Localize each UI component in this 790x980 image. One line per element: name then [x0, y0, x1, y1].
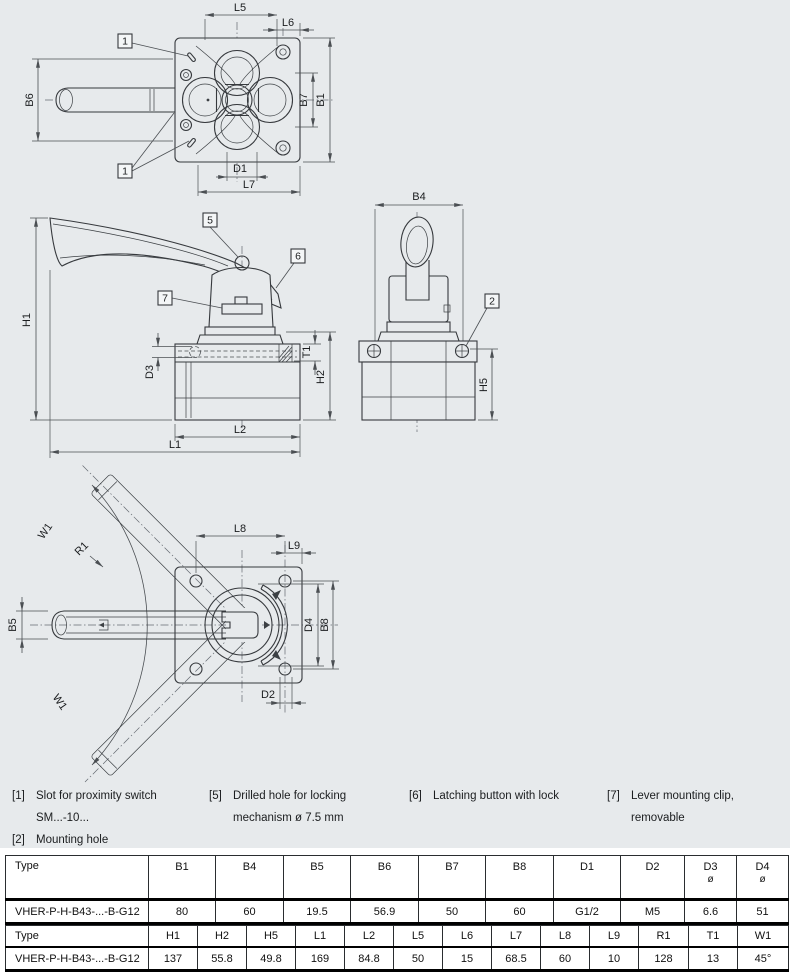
legend-ref-2: [2]	[12, 834, 25, 846]
col-header-b7: B7	[419, 856, 486, 900]
legend-item-2	[12, 829, 207, 851]
dim-label-r1: R1	[72, 539, 92, 559]
cell-h2: 55.8	[198, 947, 247, 971]
col-header-d3: D3 ø	[685, 856, 737, 900]
dim-label-d1: D1	[232, 163, 248, 175]
legend-item-1	[12, 785, 207, 829]
col-header-l5: L5	[394, 926, 443, 948]
legend-text-7: Lever mounting clip, removable	[631, 790, 734, 824]
legend-item-7	[607, 785, 787, 829]
col-header-d2: D2	[621, 856, 685, 900]
table1-header-row	[6, 856, 789, 900]
col-header-d4: D4 ø	[737, 856, 789, 900]
cell-d4: 51	[737, 900, 789, 924]
col-header-b6: B6	[351, 856, 419, 900]
dim-label-w1-bottom: W1	[49, 692, 70, 713]
dim-label-b7: B7	[298, 93, 310, 107]
cell-b8: 60	[486, 900, 554, 924]
dim-label-l6: L6	[281, 17, 295, 29]
col-header-type: Type	[6, 926, 149, 948]
table-row	[6, 947, 789, 971]
cell-l7: 68.5	[492, 947, 541, 971]
cell-t1: 13	[689, 947, 738, 971]
col-header-t1: T1	[689, 926, 738, 948]
side-view-drawing	[21, 213, 336, 458]
dim-label-d4: D4	[303, 617, 315, 633]
cell-d2: M5	[621, 900, 685, 924]
cell-l9: 10	[590, 947, 639, 971]
legend-text-6: Latching button with lock	[433, 790, 559, 802]
dim-label-l9: L9	[287, 540, 301, 552]
dim-label-b8: B8	[319, 618, 331, 632]
dim-label-w1-top: W1	[35, 521, 56, 542]
col-header-b4: B4	[216, 856, 284, 900]
dim-label-d2: D2	[260, 689, 276, 701]
svg-text:1: 1	[122, 165, 128, 178]
svg-text:6: 6	[295, 250, 301, 263]
swing-range-drawing	[7, 465, 339, 782]
front-view-drawing	[359, 191, 499, 432]
cell-l2: 84.8	[345, 947, 394, 971]
legend-item-6	[409, 785, 609, 807]
callout-6	[276, 249, 305, 288]
cell-h1: 137	[149, 947, 198, 971]
cell-b6: 56.9	[351, 900, 419, 924]
col-header-b5: B5	[284, 856, 351, 900]
dim-label-h1: H1	[21, 312, 33, 328]
dim-label-b4: B4	[412, 191, 426, 203]
dim-label-l2: L2	[233, 424, 247, 436]
col-header-l6: L6	[443, 926, 492, 948]
col-header-h5: H5	[247, 926, 296, 948]
cell-h5: 49.8	[247, 947, 296, 971]
dim-label-d3: D3	[144, 364, 156, 380]
svg-text:5: 5	[207, 214, 213, 227]
col-header-w1: W1	[738, 926, 789, 948]
legend-ref-5: [5]	[209, 790, 222, 802]
col-header-b8: B8	[486, 856, 554, 900]
svg-text:1: 1	[122, 35, 128, 48]
cell-b7: 50	[419, 900, 486, 924]
cell-b1: 80	[149, 900, 216, 924]
col-header-r1: R1	[639, 926, 689, 948]
dim-label-l1: L1	[168, 439, 182, 451]
col-header-l1: L1	[296, 926, 345, 948]
dimensions-table-hlw	[5, 925, 789, 972]
cell-l5: 50	[394, 947, 443, 971]
dim-label-l5: L5	[233, 2, 247, 14]
col-header-l9: L9	[590, 926, 639, 948]
dimensions-table-bd	[5, 855, 789, 925]
col-header-h2: H2	[198, 926, 247, 948]
dim-label-l8: L8	[233, 523, 247, 535]
cell-l6: 15	[443, 947, 492, 971]
dim-label-h5: H5	[478, 377, 490, 393]
col-header-type: Type	[6, 856, 149, 900]
col-header-b1: B1	[149, 856, 216, 900]
dim-label-b1: B1	[315, 93, 327, 107]
cell-type: VHER-P-H-B43-...-B-G12	[6, 900, 149, 924]
table-row	[6, 900, 789, 924]
callout-5	[203, 213, 238, 257]
legend-ref-7: [7]	[607, 790, 620, 802]
col-header-l2: L2	[345, 926, 394, 948]
cell-b4: 60	[216, 900, 284, 924]
col-header-l7: L7	[492, 926, 541, 948]
col-header-d1: D1	[554, 856, 621, 900]
dim-label-l7: L7	[242, 179, 256, 191]
cell-w1: 45°	[738, 947, 789, 971]
cell-r1: 128	[639, 947, 689, 971]
legend-text-2: Mounting hole	[36, 834, 109, 846]
callout-2	[466, 294, 499, 346]
col-header-l8: L8	[541, 926, 590, 948]
dim-label-t1: T1	[301, 345, 313, 359]
cell-b5: 19.5	[284, 900, 351, 924]
cell-type: VHER-P-H-B43-...-B-G12	[6, 947, 149, 971]
cell-l8: 60	[541, 947, 590, 971]
top-view-drawing	[24, 2, 335, 196]
cell-l1: 169	[296, 947, 345, 971]
cell-d1: G1/2	[554, 900, 621, 924]
svg-text:7: 7	[162, 292, 168, 305]
dim-label-b5: B5	[7, 618, 19, 632]
legend-text-5: Drilled hole for locking mechanism ø 7.5 mm	[233, 790, 347, 824]
table2-header-row	[6, 926, 789, 948]
legend-item-5	[209, 785, 404, 829]
dim-label-h2: H2	[315, 369, 327, 385]
cell-d3: 6.6	[685, 900, 737, 924]
legend-ref-6: [6]	[409, 790, 422, 802]
legend-text-1: Slot for proximity switch SM...-10...	[36, 790, 157, 824]
col-header-h1: H1	[149, 926, 198, 948]
svg-text:2: 2	[489, 295, 495, 308]
legend-ref-1: [1]	[12, 790, 25, 802]
dim-label-b6: B6	[24, 93, 36, 107]
